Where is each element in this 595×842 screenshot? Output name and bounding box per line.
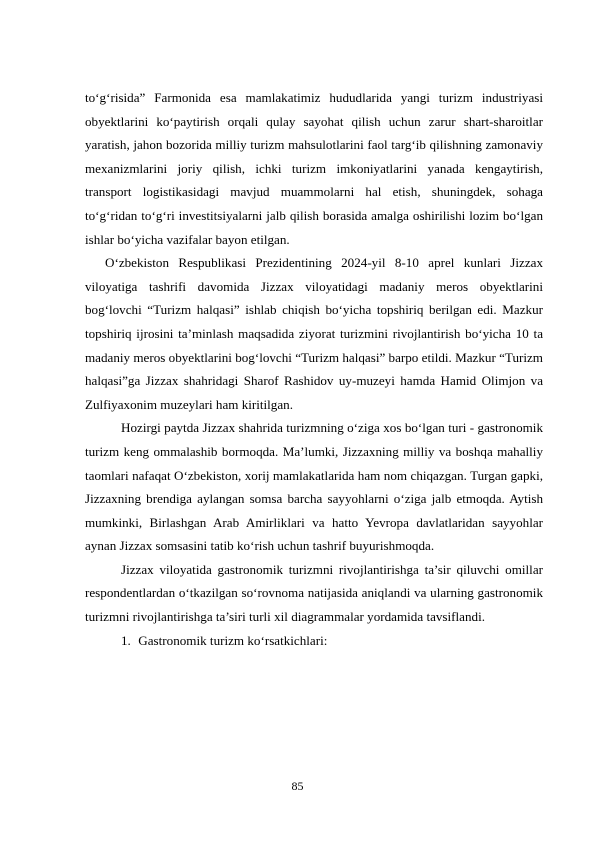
- paragraph-farmon: to‘g‘risida” Farmonida esa mamlakatimiz hududlarida yangi turizm industriyasi obyektlarini ko‘paytirish orqali qulay sayohat qilish uchun zarur shart-sharoitlar yaratish, jahon bozorida milliy turizm mahsulotlarini faol targ‘ib qilishning zamonaviy mexanizmlarini joriy qilish, ichki turizm imkoniyatlarini yanada kengaytirish, transport logistikasidagi mavjud muammolarni hal etish, shuningdek, sohaga to‘g‘ridan to‘g‘ri investitsiyalarni jalb qilish borasida amalga oshirilishi lozim bo‘lgan ishlar bo‘yicha vazifalar bayon etilgan.: [85, 90, 543, 247]
- list-item-number: 1.: [121, 632, 131, 648]
- paragraph-prezident-tashrifi: O‘zbekiston Respublikasi Prezidentining 2024-yil 8-10 aprel kunlari Jizzax viloyatiga tashrifi davomida Jizzax viloyatidagi madaniy meros obyektlarini bog‘lovchi “Turizm halqasi” ishlab chiqish bo‘yicha topshiriq berilgan edi. Mazkur topshiriq ijrosini ta’minlash maqsadida ziyorat turizmini rivojlantirish bo‘yicha 10 ta madaniy meros obyektlarini bog‘lovchi “Turizm halqasi” barpo etildi. Mazkur “Turizm halqasi”ga Jizzax shahridagi Sharof Rashidov uy-muzeyi hamda Hamid Olimjon va Zulfiyaxonim muzeylari ham kiritilgan.: [85, 255, 543, 412]
- paragraph-gastronomik-turizm: Hozirgi paytda Jizzax shahrida turizmning o‘ziga xos bo‘lgan turi - gastronomik turizm keng ommalashib bormoqda. Ma’lumki, Jizzaxning milliy va boshqa mahalliy taomlari nafaqat O‘zbekiston, xorij mamlakatlarida ham nom chiqazgan. Turgan gapki, Jizzaxning brendiga aylangan somsa barcha sayyohlarni o‘ziga jalb etmoqda. Aytish mumkinki, Birlashgan Arab Amirliklari va hatto Yevropa davlatlaridan sayyohlar aynan Jizzax somsasini tatib ko‘rish uchun tashrif buyurishmoqda.: [85, 420, 543, 554]
- paragraph-omillar: Jizzax viloyatida gastronomik turizmni rivojlantirishga ta’sir qiluvchi omillar respondentlardan o‘tkazilgan so‘rovnoma natijasida aniqlandi va ularning gastronomik turizmni rivojlantirishga ta’siri turli xil diagrammalar yordamida tavsiflandi.: [85, 561, 543, 625]
- page-number: 85: [291, 779, 304, 793]
- document-page: [85, 86, 543, 652]
- list-item: [85, 629, 543, 653]
- list-item-text: Gastronomik turizm ko‘rsatkichlari:: [138, 632, 328, 648]
